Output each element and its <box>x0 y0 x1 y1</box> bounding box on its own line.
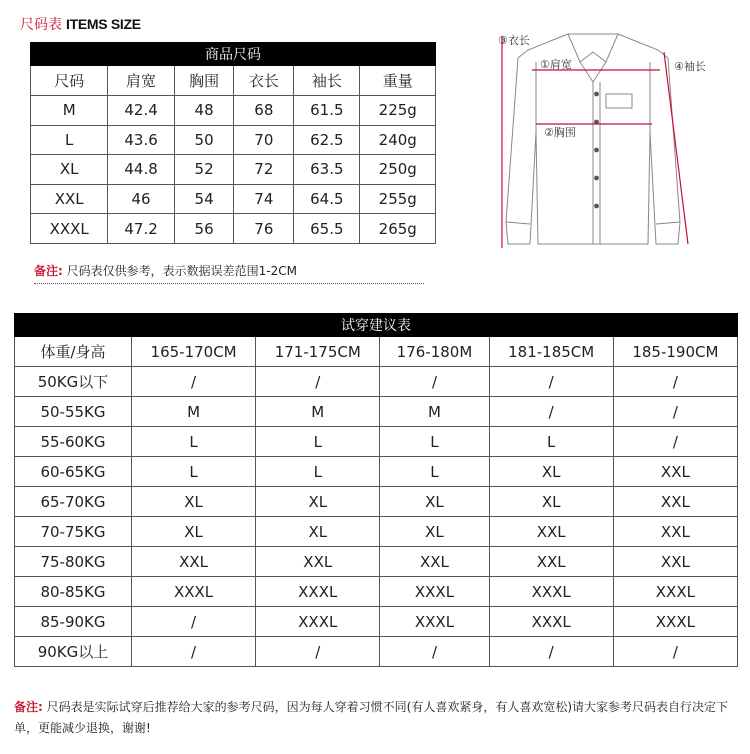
table-cell: 76 <box>234 214 294 244</box>
table-row <box>15 517 738 547</box>
table-cell: 61.5 <box>294 96 360 126</box>
column-header: 衣长 <box>234 66 294 96</box>
table-cell: 52 <box>174 155 234 185</box>
table-cell: XXL <box>256 547 380 577</box>
table-cell: 80-85KG <box>15 577 132 607</box>
table-cell: L <box>380 427 489 457</box>
table-cell: / <box>613 427 737 457</box>
chest-label: ②胸围 <box>544 126 576 139</box>
table-cell: L <box>132 457 256 487</box>
table-cell: XXXL <box>380 577 489 607</box>
table-row <box>15 427 738 457</box>
table-row <box>15 577 738 607</box>
table-row <box>31 214 436 244</box>
table-row <box>15 367 738 397</box>
table-cell: 70 <box>234 125 294 155</box>
table-cell: 72 <box>234 155 294 185</box>
table-cell: XXXL <box>31 214 108 244</box>
table-cell: / <box>132 637 256 667</box>
table-cell: 50-55KG <box>15 397 132 427</box>
table-row <box>31 155 436 185</box>
size-note-label: 备注: <box>34 264 63 278</box>
column-header: 185-190CM <box>613 337 737 367</box>
table-cell: 74 <box>234 184 294 214</box>
table-cell: 250g <box>360 155 436 185</box>
table-header-row <box>31 66 436 96</box>
shirt-icon <box>488 22 724 252</box>
table-cell: XXXL <box>380 607 489 637</box>
table-cell: / <box>256 637 380 667</box>
shirt-diagram <box>488 22 724 252</box>
table-cell: 55-60KG <box>15 427 132 457</box>
table-cell: XXXL <box>613 577 737 607</box>
column-header: 176-180M <box>380 337 489 367</box>
column-header: 165-170CM <box>132 337 256 367</box>
column-header: 181-185CM <box>489 337 613 367</box>
table-row <box>31 184 436 214</box>
table-cell: / <box>132 607 256 637</box>
table-cell: L <box>256 427 380 457</box>
column-header: 体重/身高 <box>15 337 132 367</box>
table-header-row <box>15 337 738 367</box>
table-cell: L <box>256 457 380 487</box>
table-cell: 54 <box>174 184 234 214</box>
table-cell: XXL <box>613 457 737 487</box>
table-cell: / <box>489 637 613 667</box>
shoulder-label: ①肩宽 <box>540 58 572 71</box>
table-row <box>31 125 436 155</box>
table-cell: 42.4 <box>108 96 174 126</box>
table-cell: / <box>380 367 489 397</box>
table-cell: XXXL <box>613 607 737 637</box>
table-cell: XL <box>489 487 613 517</box>
table-cell: XL <box>380 517 489 547</box>
table-cell: XXXL <box>256 607 380 637</box>
table-row <box>15 397 738 427</box>
table-cell: L <box>31 125 108 155</box>
table-cell: XL <box>256 517 380 547</box>
table-cell: XXL <box>489 517 613 547</box>
table-row <box>15 547 738 577</box>
table-cell: / <box>489 397 613 427</box>
table-cell: XXXL <box>256 577 380 607</box>
table-cell: 50KG以下 <box>15 367 132 397</box>
table-cell: 65.5 <box>294 214 360 244</box>
fit-note <box>14 697 744 739</box>
table-cell: 265g <box>360 214 436 244</box>
table-cell: XXL <box>380 547 489 577</box>
table-cell: 85-90KG <box>15 607 132 637</box>
column-header: 肩宽 <box>108 66 174 96</box>
table-cell: XL <box>132 487 256 517</box>
table-cell: 56 <box>174 214 234 244</box>
table-caption: 商品尺码 <box>31 43 436 66</box>
column-header: 重量 <box>360 66 436 96</box>
title-cn: 尺码表 <box>20 17 62 33</box>
table-cell: / <box>613 397 737 427</box>
table-cell: 64.5 <box>294 184 360 214</box>
column-header: 171-175CM <box>256 337 380 367</box>
table-cell: 44.8 <box>108 155 174 185</box>
table-caption: 试穿建议表 <box>15 314 738 337</box>
table-cell: XXL <box>489 547 613 577</box>
table-cell: XL <box>31 155 108 185</box>
table-cell: XXXL <box>132 577 256 607</box>
table-cell: XXL <box>613 517 737 547</box>
table-cell: 75-80KG <box>15 547 132 577</box>
table-cell: / <box>613 637 737 667</box>
length-label: ③衣长 <box>498 34 530 47</box>
sleeve-label: ④袖长 <box>674 60 706 73</box>
table-cell: XXXL <box>489 607 613 637</box>
table-cell: 60-65KG <box>15 457 132 487</box>
table-cell: XXL <box>613 547 737 577</box>
table-cell: / <box>256 367 380 397</box>
table-caption-row <box>31 43 436 66</box>
size-note <box>34 262 297 279</box>
table-cell: 43.6 <box>108 125 174 155</box>
table-cell: XL <box>132 517 256 547</box>
table-cell: 62.5 <box>294 125 360 155</box>
table-cell: / <box>489 367 613 397</box>
table-cell: 47.2 <box>108 214 174 244</box>
page-title <box>20 14 141 34</box>
table-cell: 70-75KG <box>15 517 132 547</box>
table-cell: M <box>132 397 256 427</box>
table-cell: 255g <box>360 184 436 214</box>
column-header: 胸围 <box>174 66 234 96</box>
table-cell: XXL <box>31 184 108 214</box>
table-cell: / <box>132 367 256 397</box>
table-cell: / <box>380 637 489 667</box>
fit-note-text: 尺码表是实际试穿后推荐给大家的参考尺码，因为每人穿着习惯不同(有人喜欢紧身，有人喜欢宽松)请大家参考尺码表自行决定下单，更能减少退换，谢谢! <box>14 700 729 735</box>
table-cell: XL <box>380 487 489 517</box>
table-cell: XXL <box>613 487 737 517</box>
table-row <box>15 457 738 487</box>
table-caption-row <box>15 314 738 337</box>
table-cell: M <box>380 397 489 427</box>
table-cell: L <box>489 427 613 457</box>
table-cell: 48 <box>174 96 234 126</box>
table-cell: 65-70KG <box>15 487 132 517</box>
table-cell: M <box>256 397 380 427</box>
table-row <box>31 96 436 126</box>
column-header: 袖长 <box>294 66 360 96</box>
table-cell: 90KG以上 <box>15 637 132 667</box>
fit-table <box>14 313 738 667</box>
table-cell: XL <box>256 487 380 517</box>
table-cell: 63.5 <box>294 155 360 185</box>
table-cell: L <box>380 457 489 487</box>
dotted-divider <box>34 283 424 284</box>
table-row <box>15 487 738 517</box>
table-cell: 225g <box>360 96 436 126</box>
table-cell: 240g <box>360 125 436 155</box>
table-cell: L <box>132 427 256 457</box>
table-cell: 50 <box>174 125 234 155</box>
table-row <box>15 607 738 637</box>
table-row <box>15 637 738 667</box>
table-cell: XL <box>489 457 613 487</box>
column-header: 尺码 <box>31 66 108 96</box>
table-cell: 68 <box>234 96 294 126</box>
table-cell: XXXL <box>489 577 613 607</box>
fit-note-label: 备注: <box>14 700 43 714</box>
table-cell: 46 <box>108 184 174 214</box>
title-en: ITEMS SIZE <box>66 16 141 32</box>
size-table <box>30 42 436 244</box>
size-note-text: 尺码表仅供参考，表示数据误差范围1-2CM <box>66 264 297 278</box>
table-cell: / <box>613 367 737 397</box>
table-cell: XXL <box>132 547 256 577</box>
table-cell: M <box>31 96 108 126</box>
